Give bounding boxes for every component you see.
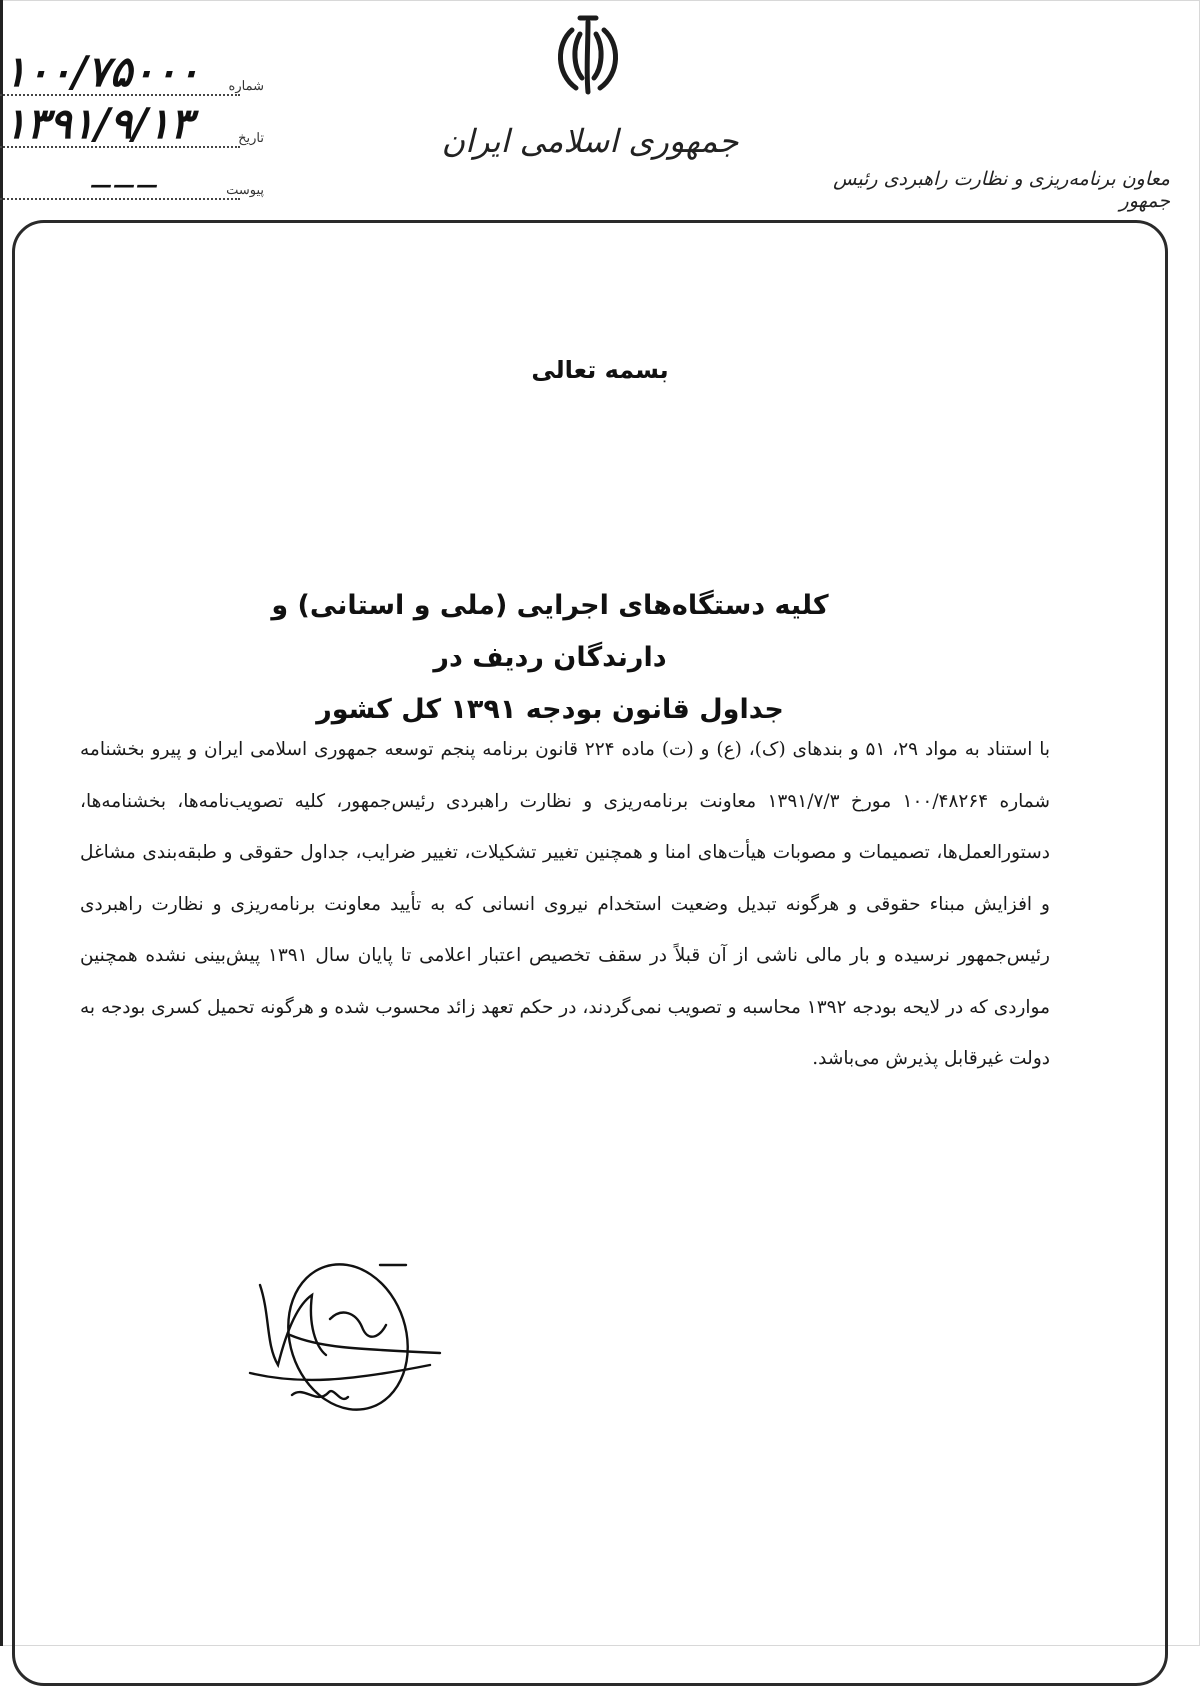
signature (230, 1255, 460, 1440)
letter-body: با استناد به مواد ۲۹، ۵۱ و بندهای (ک)، (ع) و (ت) ماده ۲۲۴ قانون برنامه پنجم توسعه جمهوری اسلامی ایران و پیرو بخشنامه شماره ۱۰۰/۴۸۲۶۴ مورخ ۱۳۹۱/۷/۳ معاونت برنامه‌ریزی و نظارت راهبردی رئیس‌جمهور، کلیه تصویب‌نامه‌ها، بخشنامه‌ها، دستورالعمل‌ها، تصمیمات و مصوبات هیأت‌های امنا و همچنین تغییر تشکیلات، تغییر ضرایب، جداول حقوقی و طبقه‌بندی مشاغل و افزایش مبناء حقوقی و هرگونه تبدیل وضعیت استخدام نیروی انسانی که به تأیید معاونت برنامه‌ریزی و نظارت راهبردی رئیس‌جمهور نرسیده و بار مالی ناشی از آن قبلاً در سقف تخصیص اعتبار اعلامی تا پایان سال ۱۳۹۱ پیش‌بینی نشده همچنین مواردی که در لایحه بودجه ۱۳۹۲ محاسبه و تصویب نمی‌گردند، در حکم تعهد زائد محسوب شده و هرگونه تحمیل کسری بودجه به دولت غیرقابل پذیرش می‌باشد. (80, 739, 1050, 1069)
reference-attachment: ——— (90, 172, 159, 198)
basmala: بسمه تعالی (531, 356, 669, 384)
reference-date-row (0, 99, 270, 154)
reference-block (0, 47, 270, 210)
country-title: جمهوری اسلامی ایران (441, 122, 739, 160)
addressee-line-2: جداول قانون بودجه ۱۳۹۱ کل کشور (316, 694, 784, 725)
iran-emblem-icon (542, 8, 634, 100)
addressee-line-1: کلیه دستگاه‌های اجرایی (ملی و استانی) و دارندگان ردیف در (271, 590, 829, 673)
reference-attachment-row (0, 154, 270, 206)
reference-number: ۱۰۰/۷۵۰۰۰ (4, 47, 200, 96)
issuer-title: معاون برنامه‌ریزی و نظارت راهبردی رئیس جمهور (833, 168, 1170, 212)
addressee (220, 580, 880, 736)
dotted-line (0, 198, 240, 200)
reference-number-row (0, 47, 270, 102)
reference-date: ۱۳۹۱/۹/۱۳ (4, 99, 193, 148)
reference-date-label: تاریخ (238, 131, 264, 146)
page-edge (0, 0, 3, 1646)
reference-attachment-label: پیوست (226, 183, 264, 198)
reference-number-label: شماره (228, 79, 264, 94)
